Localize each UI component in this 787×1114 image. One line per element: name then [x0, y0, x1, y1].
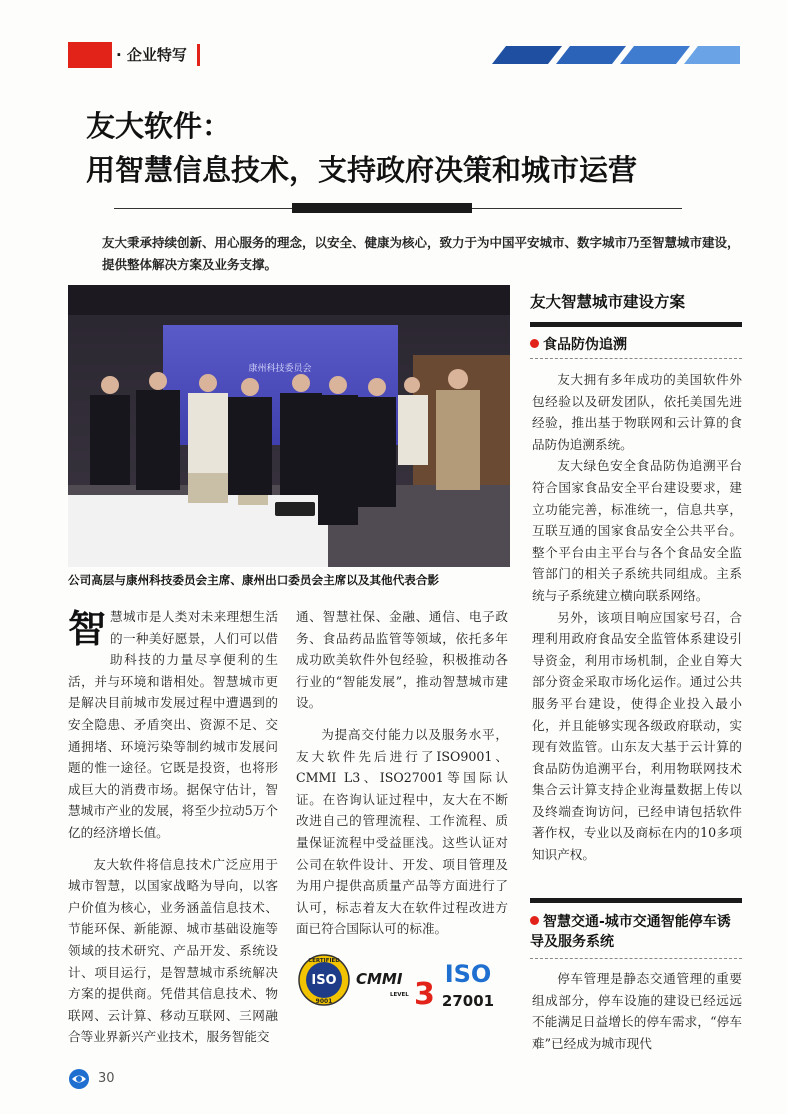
red-bullet-icon: [530, 916, 539, 925]
title-line-2: 用智慧信息技术，支持政府决策和城市运营: [86, 153, 638, 187]
sidebar-food-body: [532, 369, 742, 866]
photo-banner-text: 康州科技委员会: [248, 364, 312, 374]
sidebar-food-p2: 友大绿色安全食品防伪追溯平台符合国家食品安全平台建设要求，建立功能完善，标准统一，信息共享，互联互通的国家食品安全公共平台。整个平台由主平台与各个食品安全监管部门的相关子系统共同组成。主系统与子系统建立横向联系网络。: [532, 458, 742, 603]
cmmi-level-number: 3: [414, 977, 435, 1012]
col2-paragraph-2: 为提高交付能力以及服务水平，友大软件先后进行了ISO9001、CMMI L3、ISO27001等国际认证。在咨询认证过程中，友大在不断改进自己的管理流程、工作流程、质量保证流程中受益匪浅。这些认证对公司在软件设计、开发、项目管理及为用户提供高质量产品等方面进行了认可，标志着友大在软件过程改进方面已符合国际认可的标准。: [296, 726, 508, 937]
page-number: 30: [98, 1071, 115, 1086]
sidebar-food-p1: 友大拥有多年成功的美国软件外包经验以及研发团队，依托美国先进经验，推出基于物联网和云计算的食品防伪追溯系统。: [532, 372, 742, 452]
section-label: · 企业特写: [116, 46, 187, 64]
sidebar-title-bar: [530, 322, 742, 327]
article-column-1: [68, 606, 278, 1048]
iso27001-iso-text: ISO: [444, 960, 492, 988]
cmmi-level-word: LEVEL: [390, 992, 409, 998]
iso9001-logo: [299, 955, 349, 1005]
iso9001-number: 9001: [315, 998, 333, 1005]
col1-paragraph-2: 友大软件将信息技术广泛应用于城市智慧，以国家战略为导向，以客户价值为核心，业务涵盖信息技术、节能环保、新能源、城市基础设施等领域的技术研究、产品开发、系统设计、项目运行，是智慧城市系统解决方案的提供商。凭借其信息技术、物联网、云计算、移动互联网、三网融合等业界新兴产业技术，服务智能交: [68, 856, 278, 1045]
drop-cap: 智: [68, 607, 107, 651]
lead-paragraph: 友大秉承持续创新、用心服务的理念，以安全、健康为核心，致力于为中国平安城市、数字城市乃至智慧城市建设，提供整体解决方案及业务支撑。: [102, 235, 740, 272]
photo-caption: 公司高层与康州科技委员会主席、康州出口委员会主席以及其他代表合影: [68, 573, 440, 587]
sidebar-traffic-p1: 停车管理是静态交通管理的重要组成部分，停车设施的建设已经远远不能满足日益增长的停车需求，“停车难”已经成为城市现代: [532, 971, 742, 1051]
cmmi-logo: [356, 970, 435, 1012]
sidebar-section2-bar: [530, 898, 742, 903]
sidebar-food-p3: 另外，该项目响应国家号召，合理利用政府食品安全监管体系建设引导资金，利用市场机制，企业自筹大部分资金采取市场化运作。通过公共服务平台建设，使得企业投入最小化，并且能够实现各级政府联动，实现有效监管。山东友大基于云计算的食品防伪追溯平台，利用物联网技术集合云计算支持企业海量数据上传以及终端查询访问，已经申请包括软件著作权，专业以及商标在内的10多项知识产权。: [532, 609, 742, 863]
iso27001-logo: [442, 960, 494, 1010]
certification-logos: [298, 948, 510, 1012]
magazine-logo-icon: [68, 1068, 90, 1090]
col2-paragraph-1: 通、智慧社保、金融、通信、电子政务、食品药品监管等领域，依托多年成功欧美软件外包经验，积极推动各行业的“智能发展”，推动智慧城市建设。: [296, 609, 508, 711]
header-divider: [197, 44, 200, 66]
title-rule-block: [292, 203, 472, 213]
header-stripes: [492, 46, 740, 64]
sidebar-heading-food: [530, 334, 742, 354]
iso9001-certified-text: CERTIFIED: [308, 958, 340, 964]
dashed-divider: [530, 358, 742, 359]
col1-paragraph-1: 慧城市是人类对未来理想生活的一种美好愿景，人们可以借助科技的力量尽享便利的生活，并与环境和谐相处。智慧城市更是解决目前城市发展过程中遭遇到的安全隐患、矛盾突出、资源不足、交通拥堵、环境污染等制约城市发展问题的惟一途径。它既是投资，也将形成巨大的消费市场。据保守估计，智慧城市产业的发展，将至少拉动5万个亿的经济增长值。: [68, 609, 278, 840]
cmmi-text: CMMI: [356, 970, 403, 988]
dashed-divider-2: [530, 958, 742, 959]
iso9001-iso-text: ISO: [311, 973, 337, 988]
group-photo: [68, 285, 510, 567]
sidebar-title: 友大智慧城市建设方案: [530, 293, 686, 311]
iso27001-number: 27001: [441, 992, 495, 1010]
article-column-2: [296, 606, 508, 940]
sidebar-traffic-body: [532, 968, 742, 1054]
sidebar-heading-food-text: 食品防伪追溯: [543, 337, 627, 353]
red-bullet-icon: [530, 339, 539, 348]
title-line-1: 友大软件：: [86, 109, 232, 143]
sidebar-heading-traffic-text: 智慧交通-城市交通智能停车诱导及服务系统: [530, 914, 731, 950]
article-title: [86, 104, 746, 192]
header-red-block: [68, 42, 112, 68]
sidebar-heading-traffic: [530, 912, 742, 952]
